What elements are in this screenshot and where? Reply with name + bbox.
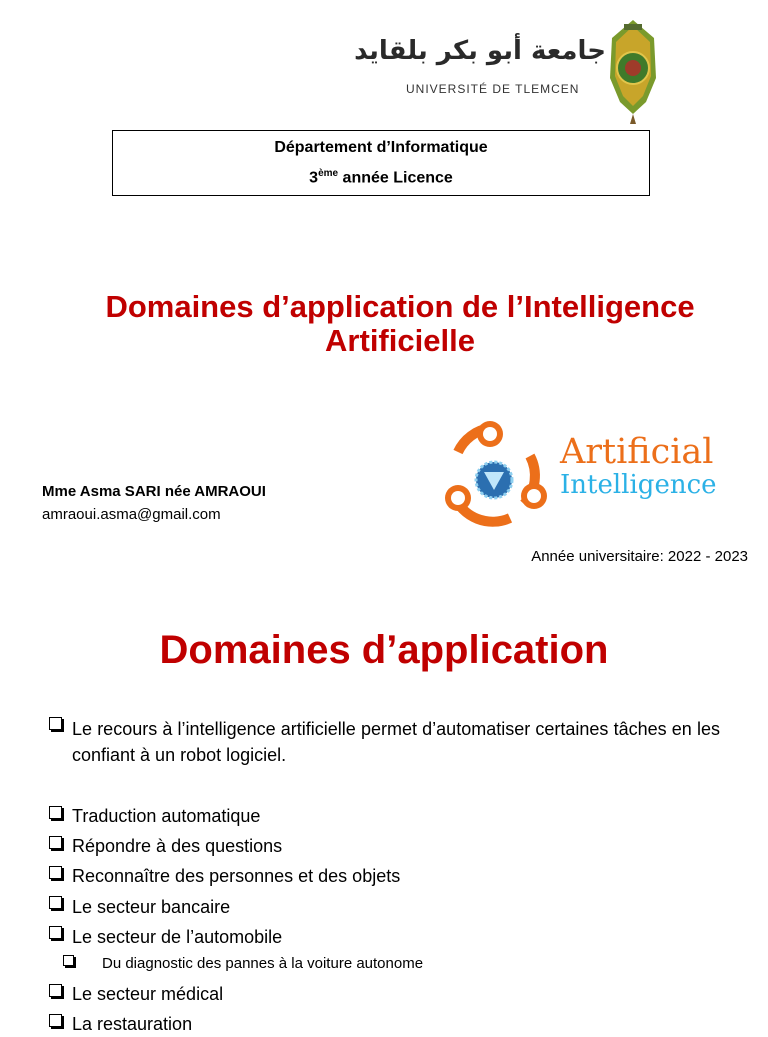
list-item: Répondre à des questions [72, 836, 283, 856]
checkbox-bullet-icon [49, 896, 62, 909]
page-title [60, 290, 740, 358]
program-year [113, 168, 649, 187]
list-item: Le secteur médical [72, 984, 224, 1004]
list-item: Le secteur bancaire [72, 897, 231, 917]
intro-paragraph: Le recours à l’intelligence artificielle permet d’automatiser certaines tâches en les confiant à un robot logiciel. [72, 719, 720, 765]
title-line-1: Domaines d’application de l’Intelligence [105, 289, 695, 324]
checkbox-bullet-icon [49, 926, 62, 939]
checkbox-bullet-icon [49, 806, 62, 819]
year-rest: année Licence [338, 169, 453, 187]
academic-year: Année universitaire: 2022 - 2023 [531, 548, 748, 565]
checkbox-bullet-icon [49, 717, 62, 730]
list-subitem: Du diagnostic des pannes à la voiture autonome [102, 955, 424, 972]
university-crest-icon [606, 18, 660, 126]
author-name: Mme Asma SARI née AMRAOUI [42, 483, 266, 500]
year-superscript: ème [318, 168, 339, 179]
university-arabic-name: جامعة أبو بكر بلقايد [354, 36, 606, 66]
list-item: Reconnaître des personnes et des objets [72, 866, 401, 886]
list-item: Traduction automatique [72, 806, 261, 826]
department-box [112, 130, 650, 196]
list-item: Le secteur de l’automobile [72, 927, 283, 947]
author-email: amraoui.asma@gmail.com [42, 506, 221, 523]
year-number: 3 [309, 169, 319, 187]
list-item: La restauration [72, 1014, 193, 1034]
department-name: Département d’Informatique [274, 139, 488, 156]
checkbox-bullet-icon [49, 1014, 62, 1027]
ai-logo-icon [438, 412, 550, 530]
checkbox-bullet-icon [49, 866, 62, 879]
checkbox-bullet-icon [49, 836, 62, 849]
university-name: UNIVERSITÉ DE TLEMCEN [406, 82, 580, 96]
checkbox-bullet-icon [63, 955, 74, 966]
title-line-2: Artificielle [325, 323, 475, 358]
checkbox-bullet-icon [49, 984, 62, 997]
ai-logo-word-intelligence: Intelligence [560, 470, 717, 500]
ai-logo-word-artificial: Artificial [560, 432, 714, 472]
section-title: Domaines d’application [159, 628, 609, 672]
